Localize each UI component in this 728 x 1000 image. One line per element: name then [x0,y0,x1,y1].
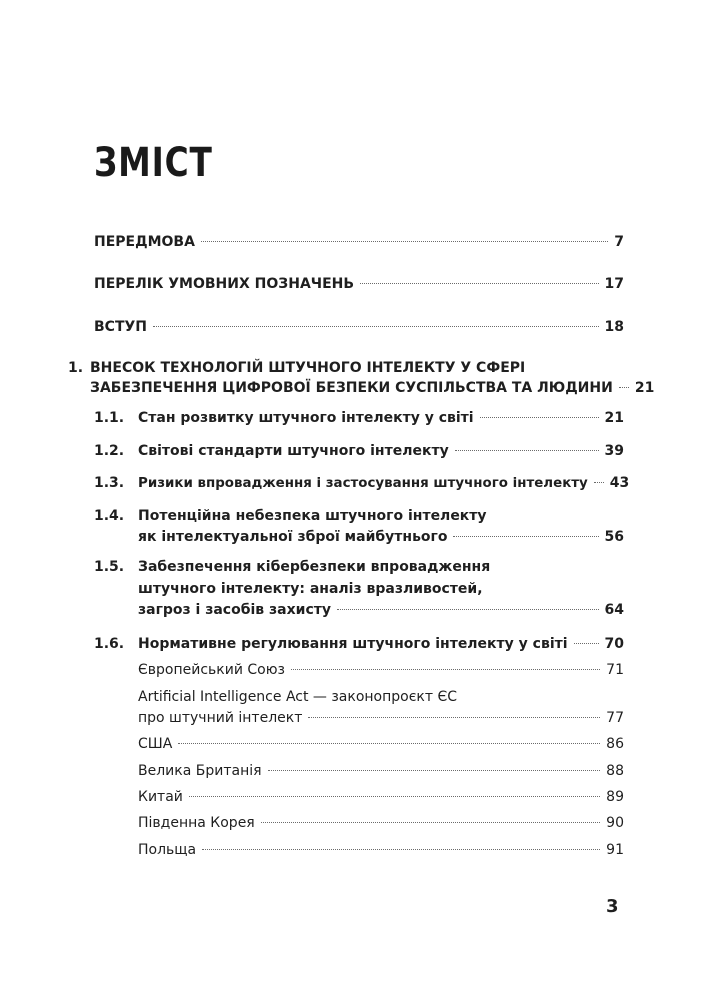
page-number: 3 [606,896,619,917]
toc-entry-introduction[interactable] [94,316,624,338]
toc-entry-page: 91 [606,842,624,858]
toc-entry-title: Європейський Союз [138,662,285,678]
section-number: 1.1. [94,410,125,426]
section-title-line-3 [138,599,624,621]
toc-entry-title: США [138,736,173,752]
dot-leader [201,241,608,242]
toc-subentry-china[interactable] [138,786,624,808]
section-line [138,440,624,462]
section-number: 1.4. [94,508,125,524]
toc-subentry-usa[interactable] [138,733,624,755]
toc-entry-page: 56 [604,529,624,545]
toc-entry-page: 7 [614,234,624,250]
toc-entry-title: Велика Британія [138,763,262,779]
toc-entry-title: ВСТУП [94,319,148,335]
toc-entry-page: 21 [634,380,655,396]
dot-leader [337,609,599,610]
subentry-title-line-2 [138,707,624,729]
dot-leader [178,743,600,744]
dot-leader [594,482,604,483]
toc-entry-title: Китай [138,789,183,805]
toc-entry-title: ПЕРЕДМОВА [94,234,195,250]
section-title-line-1: Забезпечення кібербезпеки впровадження [138,559,491,575]
toc-entry-title: як інтелектуальної зброї майбутнього [138,529,448,545]
toc-subentry-uk[interactable] [138,760,624,782]
dot-leader [308,717,600,718]
toc-entry-page: 18 [604,319,624,335]
toc-subentry-eu[interactable] [138,659,624,681]
toc-entry-page: 89 [606,789,624,805]
section-title-line-2: штучного інтелекту: аналіз вразливостей, [138,581,483,597]
dot-leader [153,326,599,327]
section-line [138,407,624,429]
toc-subentry-poland[interactable] [138,839,624,861]
toc-entry-page: 71 [606,662,624,678]
dot-leader [360,283,598,284]
toc-subentry-south-korea[interactable] [138,812,624,834]
toc-entry-page: 86 [606,736,624,752]
toc-entry-page: 64 [604,602,624,618]
toc-entry-abbreviations[interactable] [94,273,624,295]
toc-entry-page: 77 [606,710,624,726]
toc-entry-title: Стан розвитку штучного інтелекту у світі [138,410,474,426]
toc-entry-page: 43 [609,475,630,491]
section-number: 1.5. [94,559,125,575]
toc-entry-page: 70 [604,636,624,652]
section-line [138,633,624,655]
section-title-line-2 [138,526,624,548]
dot-leader [291,669,600,670]
section-line [138,472,630,494]
toc-entry-title: Світові стандарти штучного інтелекту [138,443,449,459]
chapter-title-line-1: ВНЕСОК ТЕХНОЛОГІЙ ШТУЧНОГО ІНТЕЛЕКТУ У СФЕРІ [90,360,526,376]
dot-leader [455,450,599,451]
section-number: 1.2. [94,443,125,459]
toc-entry-title: ЗАБЕЗПЕЧЕННЯ ЦИФРОВОЇ БЕЗПЕКИ СУСПІЛЬСТВА ТА ЛЮДИНИ [90,380,613,396]
toc-entry-page: 21 [604,410,624,426]
toc-entry-page: 90 [606,815,624,831]
toc-entry-foreword[interactable] [94,231,624,253]
toc-entry-title: Нормативне регулювання штучного інтелекту у світі [138,636,568,652]
toc-entry-title: Ризики впровадження і застосування штучного інтелекту [138,476,588,491]
subentry-title-line-1: Artificial Intelligence Act — законопроєкт ЄС [138,689,458,705]
dot-leader [202,849,600,850]
toc-entry-title: про штучний інтелект [138,710,303,726]
toc-entry-page: 88 [606,763,624,779]
page-title: ЗМІСТ [94,140,213,186]
dot-leader [574,643,599,644]
section-number: 1.6. [94,636,125,652]
dot-leader [189,796,600,797]
toc-entry-title: ПЕРЕЛІК УМОВНИХ ПОЗНАЧЕНЬ [94,276,355,292]
dot-leader [261,822,600,823]
chapter-number: 1. [68,360,84,376]
toc-entry-title: Польща [138,842,197,858]
dot-leader [619,387,629,388]
toc-entry-page: 17 [604,276,624,292]
dot-leader [480,417,599,418]
chapter-title-line-2 [90,377,655,399]
toc-entry-title: Південна Корея [138,815,255,831]
section-title-line-1: Потенційна небезпека штучного інтелекту [138,508,487,524]
section-number: 1.3. [94,475,125,491]
toc-entry-title: загроз і засобів захисту [138,602,331,618]
dot-leader [453,536,598,537]
dot-leader [268,770,601,771]
toc-entry-page: 39 [604,443,624,459]
